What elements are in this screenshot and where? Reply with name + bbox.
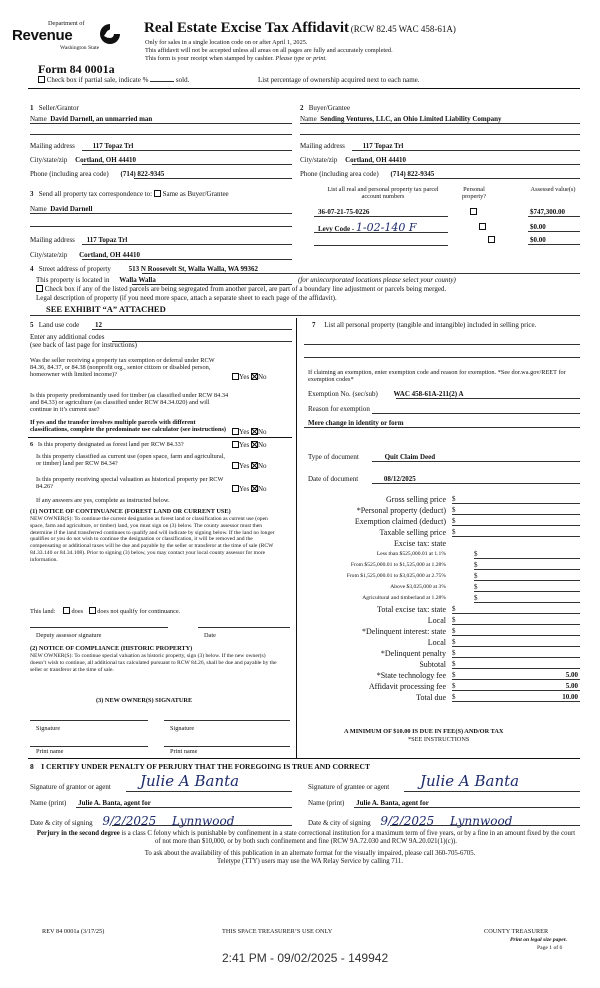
exemption-no-value[interactable]: WAC 458-61A-211(2) A — [393, 390, 464, 398]
tax-row-amount[interactable] — [452, 517, 580, 526]
land-use-label: Land use code — [38, 321, 80, 329]
exemption-no-line — [396, 398, 580, 399]
section3-mailing-value[interactable]: 117 Topaz Trl — [86, 236, 128, 244]
dollar-sign: $ — [452, 693, 456, 701]
section7-text: List all personal property (tangible and intangible) included in selling price. — [324, 321, 537, 329]
legal-paper-note: Print on legal size paper. — [510, 937, 568, 943]
buyer-phone-label: Phone (including area code) — [300, 170, 379, 178]
exemption-question: Was the seller receiving a property tax exemption or deferral under RCW 84.36, 84.37, or 84.38 (nonprofit org., senior citizen or disabled person, homeowner with limited income)? — [30, 357, 215, 379]
seller-mailing-label: Mailing address — [30, 142, 75, 150]
grantee-city-value[interactable]: Lynnwood — [450, 814, 513, 828]
tax-bracket-amount[interactable] — [474, 572, 580, 581]
dollar-sign: $ — [474, 594, 478, 602]
grantee-date-value[interactable]: 9/2/2025 — [380, 814, 435, 828]
current-use-question: Is this property classified as current use (open space, farm and agricultural, or timber) land per RCW 84.34? — [36, 453, 226, 468]
header-note-3-text: This form is your receipt when stamped by cashier. — [145, 55, 274, 62]
exemption-claim-text: If claiming an exemption, enter exemption code and reason for exemption. *See dor.wa.gov/REET for exemption codes* — [308, 369, 566, 384]
seller-heading — [30, 104, 79, 112]
assessed-line-1 — [528, 216, 580, 217]
seller-phone-row — [30, 170, 164, 178]
assessed-value-2[interactable]: $0.00 — [530, 223, 546, 231]
sold-label: sold. — [175, 76, 190, 84]
ownership-note: List percentage of ownership acquired next to each name. — [258, 76, 420, 84]
timber-question: Is this property predominantly used for timber (as classified under RCW 84.34 and 84.33) or agriculture (as classified under RCW 84.34.020) and will continue in it’s current use? — [30, 392, 229, 414]
tax-row-label: Subtotal — [419, 660, 446, 669]
tax-bracket-label: Less than $525,000.01 at 1.1% — [376, 551, 446, 557]
seller-name-label: Name — [30, 115, 47, 123]
seller-city-line — [82, 164, 292, 165]
owner-signature-line-1[interactable] — [30, 720, 148, 721]
assessed-line-3 — [528, 244, 580, 245]
tax-row-amount[interactable] — [452, 638, 580, 647]
section3-mailing-row — [30, 236, 127, 244]
perjury-text: is a class C felony which is punishable by confinement in a state correctional institution for a maximum term of five years, or by a fine in an amount fixed by the court of not more than $10,000, or by both such confinement and fine (RCW 9A.72.030 and RCW 9A.20.021(1)(c)). — [119, 830, 576, 846]
same-as-buyer-checkbox[interactable] — [154, 190, 161, 197]
buyer-city-row — [300, 156, 406, 164]
buyer-name-line-2 — [300, 134, 580, 135]
seller-mailing-line — [82, 150, 292, 151]
tax-row-amount[interactable] — [452, 671, 580, 680]
grantee-date-line — [390, 825, 580, 826]
parcel-row-1[interactable]: 36-07-21-75-0226 — [318, 208, 370, 216]
timber-yesno — [232, 428, 267, 436]
grantee-name-line — [354, 807, 580, 808]
buyer-mailing-line — [352, 150, 580, 151]
tax-row-value: 10.00 — [562, 693, 578, 701]
forest-question: Is this property designated as forest land per RCW 84.33? — [37, 441, 184, 448]
dollar-sign: $ — [452, 506, 456, 514]
section4-located-label: This property is located in — [36, 276, 110, 284]
forest-yes-label: Yes — [239, 441, 250, 449]
dollar-sign: $ — [474, 550, 478, 558]
timber-yes-label: Yes — [239, 428, 250, 436]
grantor-sig-line[interactable] — [126, 791, 292, 792]
timber-no-label: No — [257, 428, 267, 436]
historic-yes-checkbox[interactable] — [232, 485, 239, 492]
tax-row-amount[interactable] — [452, 506, 580, 515]
section4-located-row — [36, 276, 156, 284]
tax-row-amount[interactable] — [452, 660, 580, 669]
legal-description-label: Legal description of property (if you need more space, attach a separate sheet to each page of the affidavit). — [36, 294, 337, 302]
tax-row-value: 5.00 — [565, 682, 578, 690]
dollar-sign: $ — [452, 682, 456, 690]
tax-row-amount[interactable] — [452, 528, 580, 537]
forest-question-row — [30, 441, 230, 448]
forest-no-checkbox[interactable] — [251, 441, 258, 448]
buyer-name-line — [300, 123, 580, 124]
personal-property-checkbox-1[interactable] — [470, 208, 477, 215]
seller-city-row — [30, 156, 136, 164]
header-note-1: Only for sales in a single location code on or after April 1, 2025. — [145, 39, 308, 46]
section4-street-value[interactable]: 513 N Roosevelt St, Walla Walla, WA 99362 — [128, 265, 258, 273]
owner-print-line-1[interactable] — [30, 746, 148, 747]
county-treasurer: COUNTY TREASURER — [484, 928, 549, 935]
notice1-text: NEW OWNER(S): To continue the current designation as forest land or classification as current use (open space, farm and agriculture, or timber) land, you must sign on (3) below. The county assessor must then determine if the land transferred continues to qualify and will indicate by signing below. If the land no longer qualifies or you do not wish to continue the designation or classification, it will be removed and the compensating or additional taxes will be due and payable by the seller or transferor at the time of sale (RCW 84.33.140 or 84.34.108). Prior to signing (3) below, you may contact your local county assessor for more information. — [30, 516, 275, 563]
section4-street-row — [30, 265, 258, 273]
seller-city-value[interactable]: Cortland, OH 44410 — [75, 156, 136, 164]
unincorporated-note: (for unincorporated locations please select your county) — [298, 276, 456, 284]
section7-num: 7 — [312, 321, 316, 329]
seller-name-line — [30, 123, 292, 124]
doc-type-row — [308, 453, 435, 461]
minimum-note: A MINIMUM OF $10.00 IS DUE IN FEE(S) AND/OR TAX — [344, 728, 504, 735]
parcel-line-3 — [314, 245, 448, 246]
exemption-no-label: No — [257, 373, 267, 381]
buyer-city-value[interactable]: Cortland, OH 44410 — [345, 156, 406, 164]
form-title-cite: (RCW 82.45 WAC 458-61A) — [350, 24, 456, 34]
seller-phone-label: Phone (including area code) — [30, 170, 109, 178]
personal-property-checkbox-3[interactable] — [488, 236, 495, 243]
land-use-row — [30, 321, 102, 329]
tax-row-amount[interactable] — [452, 649, 580, 658]
treasurer-use: THIS SPACE TREASURER’S USE ONLY — [222, 928, 333, 935]
tax-row-label: *Delinquent penalty — [380, 649, 446, 658]
reason-value[interactable]: Mere change in identity or form — [308, 419, 404, 427]
land-does-checkbox[interactable] — [63, 607, 70, 614]
deputy-sig-label: Deputy assessor signature — [36, 632, 102, 639]
section5-num: 5 — [30, 321, 34, 329]
buyer-phone-line — [404, 178, 580, 179]
dor-logo — [10, 20, 128, 62]
grantee-date-row — [308, 815, 512, 829]
tax-bracket-amount[interactable] — [474, 583, 580, 592]
current-use-no-checkbox[interactable] — [251, 462, 258, 469]
notice1-title: (1) NOTICE OF CONTINUANCE (FOREST LAND OR CURRENT USE) — [30, 508, 231, 515]
section8-num: 8 — [30, 762, 34, 771]
tax-row-amount[interactable] — [452, 605, 580, 614]
seller-name-value[interactable]: David Darnell, an unmarried man — [50, 115, 153, 123]
levy-code-handwritten: 1-02-140 F — [355, 221, 417, 234]
grantor-sig-label: Signature of grantor or agent — [30, 783, 111, 791]
tax-row-label: Local — [427, 638, 446, 647]
page-number: Page 1 of 6 — [537, 945, 563, 951]
perjury-bold: Perjury in the second degree — [36, 830, 120, 837]
tax-bracket-label: Agricultural and timberland at 1.28% — [362, 595, 446, 601]
grantor-name-label: Name (print) — [30, 799, 67, 807]
partial-sale-label: Check box if partial sale, indicate % — [46, 76, 149, 84]
form-title: Real Estate Excise Tax Affidavit — [144, 20, 349, 36]
this-land-row — [30, 607, 180, 615]
section3-row — [30, 190, 229, 198]
section4-num: 4 — [30, 265, 34, 273]
buyer-name-value[interactable]: Sending Ventures, LLC, an Ohio Limited Liability Company — [320, 115, 502, 123]
doc-type-value[interactable]: Quit Claim Deed — [384, 453, 436, 461]
tax-row-amount[interactable] — [452, 616, 580, 625]
header-note-3 — [145, 55, 327, 62]
header-note-2: This affidavit will not be accepted unless all areas on all pages are fully and accurately completed. — [145, 47, 393, 54]
column-divider — [296, 318, 297, 758]
section3-city-line — [82, 259, 292, 260]
exemption-no-label: Exemption No. (sec/sub) — [308, 390, 378, 398]
seller-mailing-row — [30, 142, 133, 150]
section3-name-value[interactable]: David Darnell — [50, 205, 93, 213]
see-instructions: *SEE INSTRUCTIONS — [408, 736, 470, 743]
parcels-col1-header: List all real and personal property tax parcel account numbers — [327, 186, 439, 201]
section7-row — [312, 321, 580, 329]
historic-yesno — [232, 485, 267, 493]
owner-signature-line-2[interactable] — [164, 720, 290, 721]
section3-city-label: City/state/zip — [30, 251, 68, 259]
section3-name-line — [30, 213, 292, 214]
buyer-name-label: Name — [300, 115, 317, 123]
partial-sale-checkbox[interactable] — [38, 76, 45, 83]
section3-mailing-label: Mailing address — [30, 236, 75, 244]
form-title-block — [144, 20, 456, 37]
doc-type-label: Type of document — [308, 453, 359, 461]
historic-question: Is this property receiving special valuation as historical property per RCW 84.26? — [36, 476, 224, 491]
personal-property-line-1[interactable] — [304, 344, 580, 345]
dollar-sign: $ — [452, 627, 456, 635]
grantor-name-line — [76, 807, 292, 808]
reason-label: Reason for exemption — [308, 405, 370, 413]
seller-name-line-2 — [30, 134, 292, 135]
tax-row-label: Total due — [416, 693, 446, 702]
seller-phone-line — [134, 178, 292, 179]
current-use-yes-checkbox[interactable] — [232, 462, 239, 469]
exemption-yes-label: Yes — [239, 373, 250, 381]
rev-number: REV 84 0001a (3/17/25) — [42, 928, 105, 935]
owner-signature-label-1: Signature — [36, 725, 61, 732]
logo-main-text: Revenue — [12, 27, 73, 44]
grantee-signature: Julie A Banta — [420, 772, 520, 790]
section3-num: 3 — [30, 190, 34, 198]
doc-date-label: Date of document — [308, 475, 359, 483]
dollar-sign: $ — [452, 495, 456, 503]
owner-print-label-1: Print name — [36, 748, 64, 755]
excise-tax-label: Excise tax: state — [394, 539, 446, 548]
personal-property-checkbox-2[interactable] — [479, 223, 486, 230]
seller-num: 1 — [30, 104, 34, 112]
forest-no-label: No — [257, 441, 267, 449]
dollar-sign: $ — [474, 561, 478, 569]
buyer-heading-label: Buyer/Grantee — [308, 104, 350, 112]
tax-row-amount[interactable] — [452, 682, 580, 691]
grantor-name-value[interactable]: Julie A. Banta, agent for — [78, 799, 151, 807]
tax-bracket-amount[interactable] — [474, 550, 580, 559]
section3-name-label: Name — [30, 205, 47, 213]
owner-print-line-2[interactable] — [164, 746, 290, 747]
exemption-yesno — [232, 373, 267, 381]
doc-date-value[interactable]: 08/12/2025 — [383, 475, 416, 483]
section3-city-value[interactable]: Cortland, OH 44410 — [79, 251, 140, 259]
land-use-value[interactable]: 12 — [94, 321, 102, 329]
tax-row-label: Local — [427, 616, 446, 625]
buyer-name-row — [300, 115, 502, 123]
section4-street-label: Street address of property — [38, 265, 111, 273]
owner-signature-label-2: Signature — [170, 725, 195, 732]
notice2-text: NEW OWNER(S): To continue special valuation as historic property, sign (3) below. If the new owner(s) doesn’t wish to continue, all additional tax calculated pursuant to RCW 84.26, shall be due and payable by the seller or transferor at the time of sale. — [30, 653, 277, 673]
tax-row-label: *Delinquent interest: state — [362, 627, 446, 636]
section3-name-row — [30, 205, 92, 213]
dollar-sign: $ — [474, 583, 478, 591]
parcel-line-1 — [314, 216, 448, 217]
doc-date-row — [308, 475, 416, 483]
grantor-date-value[interactable]: 9/2/2025 — [102, 814, 157, 828]
buyer-heading — [300, 104, 350, 112]
dollar-sign: $ — [452, 671, 456, 679]
tax-bracket-amount[interactable] — [474, 594, 580, 603]
section4-street-line — [142, 273, 580, 274]
tax-row-label: *Personal property (deduct) — [356, 506, 446, 515]
parcels-col2-header: Personal property? — [461, 186, 487, 201]
current-use-no-label: No — [257, 462, 267, 470]
tax-bracket-label: Above $3,025,000 at 3% — [390, 584, 446, 590]
historic-no-label: No — [257, 485, 267, 493]
tax-row-label: Total excise tax: state — [377, 605, 446, 614]
buyer-phone-value[interactable]: (714) 822-9345 — [390, 170, 435, 178]
perjury-notice — [36, 830, 576, 846]
doc-type-line — [372, 461, 580, 462]
dollar-sign: $ — [452, 517, 456, 525]
dollar-sign: $ — [474, 572, 478, 580]
segregated-row — [36, 285, 446, 293]
header-divider — [28, 88, 580, 89]
timber-no-checkbox[interactable] — [251, 428, 258, 435]
forest-yesno — [232, 441, 267, 449]
new-owner-signature-heading: (3) NEW OWNER(S) SIGNATURE — [96, 697, 193, 704]
dollar-sign: $ — [452, 649, 456, 657]
if-yes-note: If any answers are yes, complete as instructed below. — [36, 497, 170, 504]
forest-yes-checkbox[interactable] — [232, 441, 239, 448]
section6-num: 6 — [30, 441, 34, 448]
doc-date-line — [372, 483, 580, 484]
legal-line — [30, 315, 580, 316]
assessed-line-2 — [528, 231, 580, 232]
personal-property-line-2[interactable] — [304, 357, 580, 358]
buyer-num: 2 — [300, 104, 304, 112]
dollar-sign: $ — [452, 638, 456, 646]
section4-located-value[interactable]: Walla Walla — [119, 276, 156, 284]
grantee-name-label: Name (print) — [308, 799, 345, 807]
logo-top-text: Department of — [48, 20, 85, 27]
certify-row — [30, 763, 370, 772]
historic-yes-label: Yes — [239, 485, 250, 493]
buyer-phone-row — [300, 170, 434, 178]
reason-line-2 — [304, 427, 580, 428]
same-as-buyer-label: Same as Buyer/Grantee — [162, 190, 229, 198]
grantor-date-label: Date & city of signing — [30, 819, 93, 827]
dollar-sign: $ — [452, 660, 456, 668]
assessed-value-1[interactable]: $747,300.00 — [530, 208, 565, 216]
land-does-not-checkbox[interactable] — [89, 607, 96, 614]
grantee-sig-line[interactable] — [404, 791, 580, 792]
additional-codes-label: Enter any additional codes — [30, 333, 105, 341]
notice2-title: (2) NOTICE OF COMPLIANCE (HISTORIC PROPERTY) — [30, 645, 193, 652]
parcel-line-2 — [314, 232, 448, 233]
land-does-label: does — [71, 608, 84, 615]
seller-heading-label: Seller/Grantor — [38, 104, 79, 112]
levy-code-label: Levy Code - — [318, 225, 356, 233]
assessed-value-3[interactable]: $0.00 — [530, 236, 546, 244]
buyer-mailing-value[interactable]: 117 Topaz Trl — [362, 142, 404, 150]
header-note-3-italic: Please type or print. — [275, 55, 327, 62]
grantor-name-row — [30, 799, 151, 807]
tax-bracket-label: From $1,525,000.01 to $3,025,000 at 2.75% — [346, 573, 446, 579]
exemption-no-row — [308, 390, 464, 398]
land-does-not-label: does not qualify for continuance. — [97, 608, 181, 615]
grantor-signature: Julie A Banta — [140, 772, 240, 790]
tax-row-amount[interactable] — [452, 495, 580, 504]
section5-divider — [28, 437, 292, 438]
buyer-mailing-label: Mailing address — [300, 142, 345, 150]
timber-question-b: If yes and the transfer involves multiple parcels with different classifications, complete the predominate use calculator (see instructions) — [30, 419, 226, 434]
grantor-city-value[interactable]: Lynnwood — [172, 814, 235, 828]
additional-codes-line — [112, 341, 292, 342]
owner-print-label-2: Print name — [170, 748, 198, 755]
section3-text: Send all property tax correspondence to: — [38, 190, 153, 198]
dollar-sign: $ — [452, 616, 456, 624]
current-use-yes-label: Yes — [239, 462, 250, 470]
timestamp-stamp: 2:41 PM - 09/02/2025 - 149942 — [222, 951, 389, 965]
seller-mailing-value[interactable]: 117 Topaz Trl — [92, 142, 134, 150]
see-back-label: (see back of last page for instructions) — [30, 341, 137, 349]
tax-row-amount[interactable] — [452, 693, 580, 702]
this-land-label: This land: — [30, 608, 56, 615]
tax-bracket-amount[interactable] — [474, 561, 580, 570]
tax-row-label: Affidavit processing fee — [368, 682, 446, 691]
parcels-col3-header: Assessed value(s) — [530, 186, 576, 193]
grantee-sig-label: Signature of grantee or agent — [308, 783, 390, 791]
segregated-checkbox[interactable] — [36, 285, 43, 292]
segregated-label: Check box if any of the listed parcels are being segregated from another parcel, are part of a boundary line adjustment or parcels being merged. — [44, 285, 447, 293]
tax-row-label: Taxable selling price — [379, 528, 446, 537]
current-use-yesno — [232, 462, 267, 470]
deputy-sig-line[interactable] — [30, 627, 168, 628]
tax-row-amount[interactable] — [452, 627, 580, 636]
exhibit-text[interactable]: SEE EXHIBIT “A” ATTACHED — [46, 304, 166, 314]
tax-row-label: Exemption claimed (deduct) — [354, 517, 446, 526]
grantee-date-label: Date & city of signing — [308, 819, 371, 827]
certify-text: I CERTIFY UNDER PENALTY OF PERJURY THAT THE FOREGOING IS TRUE AND CORRECT — [41, 762, 370, 771]
land-use-line — [92, 329, 292, 330]
buyer-mailing-row — [300, 142, 403, 150]
section3-name-line-2 — [30, 226, 292, 227]
grantor-date-line — [112, 825, 292, 826]
grantor-date-row — [30, 815, 234, 829]
section3-city-row — [30, 251, 140, 259]
partial-sale-row — [38, 76, 189, 84]
seller-phone-value[interactable]: (714) 822-9345 — [120, 170, 165, 178]
grantee-name-row — [308, 799, 429, 807]
historic-no-checkbox[interactable] — [251, 485, 258, 492]
timber-yes-checkbox[interactable] — [232, 428, 239, 435]
tax-row-label: Gross selling price — [386, 495, 446, 504]
logo-sub-text: Washington State — [60, 45, 100, 51]
seller-city-label: City/state/zip — [30, 156, 68, 164]
deputy-date-label: Date — [204, 632, 216, 639]
buyer-city-line — [352, 164, 580, 165]
dollar-sign: $ — [452, 528, 456, 536]
tax-row-label: *State technology fee — [376, 671, 446, 680]
dollar-sign: $ — [452, 605, 456, 613]
form-number: Form 84 0001a — [38, 62, 115, 76]
exemption-yes-checkbox[interactable] — [232, 373, 239, 380]
section3-mailing-line — [82, 244, 292, 245]
buyer-city-label: City/state/zip — [300, 156, 338, 164]
logo-emblem-icon — [98, 22, 122, 46]
seller-name-row — [30, 115, 152, 123]
tax-row-value: 5.00 — [565, 671, 578, 679]
alt-format-notice: To ask about the availability of this publication in an alternate format for the visually impaired, please call 360-705-6705. Teletype (TTY) users may use the WA Relay Service by calling 711. — [144, 850, 476, 866]
exemption-no-checkbox[interactable] — [251, 373, 258, 380]
reason-line-1 — [372, 413, 580, 414]
tax-bracket-label: From $525,000.01 to $1,525,000 at 1.28% — [350, 562, 446, 568]
section8-divider — [28, 758, 580, 759]
grantee-name-value[interactable]: Julie A. Banta, agent for — [356, 799, 429, 807]
partial-sale-pct-field[interactable] — [150, 76, 174, 82]
